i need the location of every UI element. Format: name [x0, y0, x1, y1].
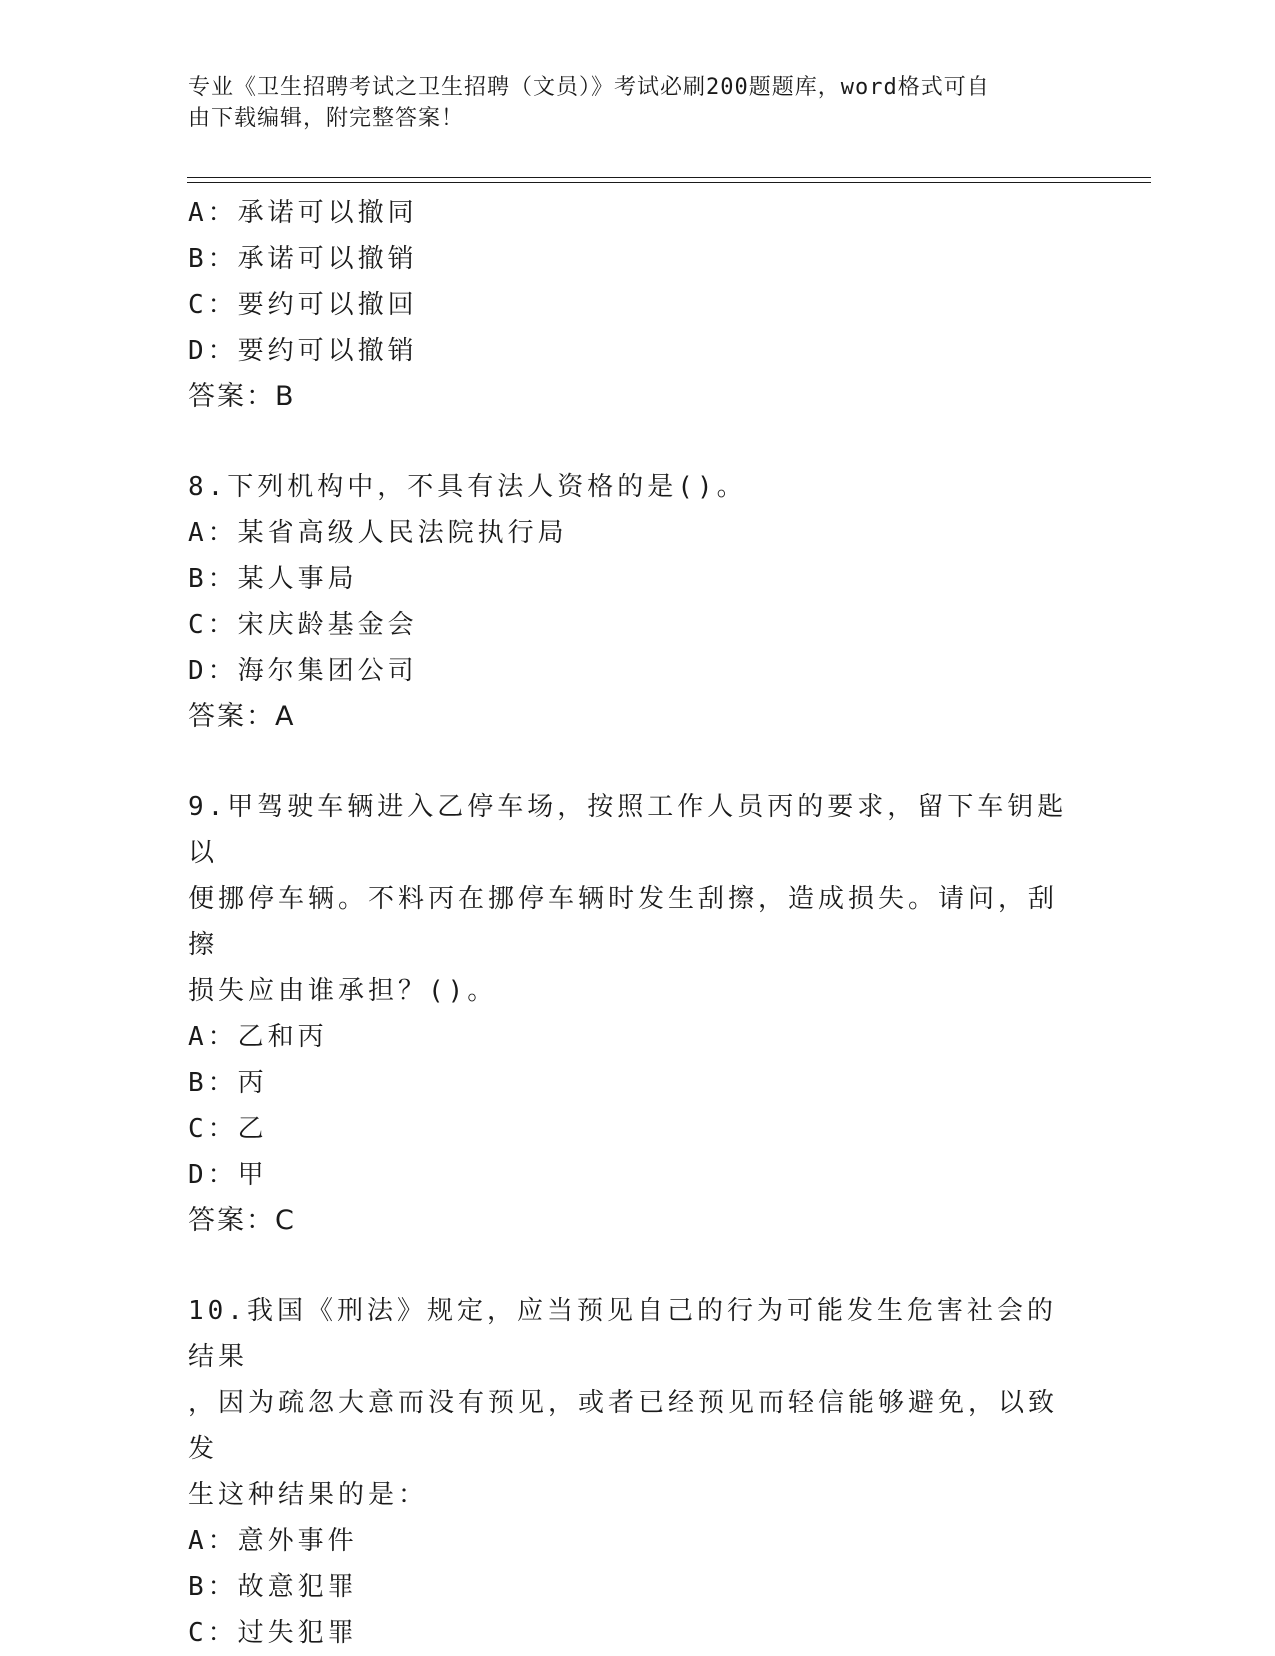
option-b: B：某人事局: [188, 564, 358, 594]
question-stem-line: 便挪停车辆。不料丙在挪停车辆时发生刮擦，造成损失。请问，刮擦: [188, 884, 1059, 960]
option-c: C：过失犯罪: [188, 1618, 358, 1648]
header-line-1: 专业《卫生招聘考试之卫生招聘（文员）》考试必刷200题题库，word格式可自: [188, 75, 990, 100]
option-c: C：宋庆龄基金会: [188, 610, 418, 640]
answer: 答案：C: [188, 1205, 296, 1236]
header-divider-bottom: [187, 182, 1151, 183]
option-d: D：海尔集团公司: [188, 656, 418, 686]
option-a: A：意外事件: [188, 1526, 358, 1556]
document-header: [188, 72, 1068, 134]
answer: 答案：A: [188, 701, 296, 732]
option-d: D：甲: [188, 1160, 268, 1190]
option-a: A：某省高级人民法院执行局: [188, 518, 568, 548]
answer: 答案：B: [188, 381, 296, 412]
question-stem-line: 生这种结果的是：: [188, 1480, 429, 1510]
option-c: C：要约可以撤回: [188, 290, 418, 320]
option-b: B：故意犯罪: [188, 1572, 358, 1602]
header-line-2: 由下载编辑，附完整答案！: [188, 106, 465, 131]
question-10: [188, 1288, 1068, 1656]
option-a: A：承诺可以撤同: [188, 198, 418, 228]
question-stem-line: 8.下列机构中，不具有法人资格的是()。: [188, 472, 747, 502]
option-b: B：承诺可以撤销: [188, 244, 418, 274]
question-stem-line: 10.我国《刑法》规定，应当预见自己的行为可能发生危害社会的结果: [188, 1296, 1057, 1372]
option-d: D：要约可以撤销: [188, 336, 418, 366]
option-b: B：丙: [188, 1068, 268, 1098]
question-stem-line: 9.甲驾驶车辆进入乙停车场，按照工作人员丙的要求，留下车钥匙以: [188, 792, 1068, 868]
question-stem-line: 损失应由谁承担？()。: [188, 976, 498, 1006]
question-9: [188, 784, 1068, 1244]
question-8: [188, 464, 1068, 740]
question-7: [188, 190, 1068, 420]
question-list: [188, 190, 1068, 1656]
option-c: C：乙: [188, 1114, 268, 1144]
question-stem-line: ，因为疏忽大意而没有预见，或者已经预见而轻信能够避免，以致发: [188, 1388, 1059, 1464]
option-a: A：乙和丙: [188, 1022, 328, 1052]
header-divider-top: [187, 177, 1151, 178]
